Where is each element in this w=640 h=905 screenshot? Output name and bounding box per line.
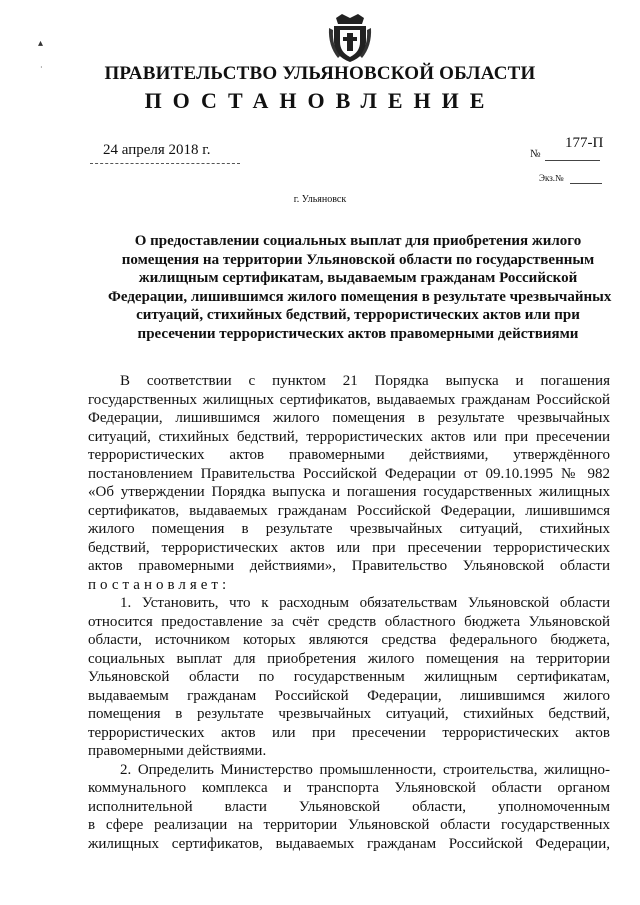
document-date: 24 апреля 2018 г.	[103, 142, 211, 158]
body-line: правомерными действиями.	[88, 743, 267, 759]
body-line: Ульяновской области по государственным жилищным сертификатам,	[88, 669, 610, 685]
body-line: бедствий, террористических актов или при пресечении террористических	[88, 539, 610, 556]
subject-line: О предоставлении социальных выплат для приобретения жилого	[134, 233, 582, 249]
document-body	[88, 372, 610, 853]
subject-line: жилищным сертификатам, выдаваемым гражданам Российской	[138, 270, 578, 286]
body-line: жилищных сертификатов, выдаваемых гражданам Российской Федерации,	[88, 835, 610, 852]
body-line: выдаваемым гражданам Российской Федерации, лишившимся жилого	[88, 687, 610, 704]
document-subject	[108, 232, 612, 343]
body-line: исполнительной власти Ульяновской области, уполномоченным	[88, 798, 610, 815]
subject-line: помещения на территории Ульяновской области по государственным	[121, 251, 595, 268]
organization-title: ПРАВИТЕЛЬСТВО УЛЬЯНОВСКОЙ ОБЛАСТИ	[104, 63, 536, 84]
body-line: 1. Установить, что к расходным обязательствам Ульяновской области	[120, 595, 610, 611]
body-line: сертификатов, выдаваемых гражданам Российской Федерации, лишившимся	[88, 502, 610, 519]
body-line: государственных жилищных сертификатов, выдаваемых гражданам Российской	[88, 391, 610, 408]
subject-line: ситуаций, стихийных бедствий, террористических актов или при	[136, 307, 580, 323]
subject-line: пресечении террористических актов правомерными действиями	[137, 325, 579, 342]
body-line: социальных выплат для приобретения жилого помещения на территории	[88, 650, 610, 667]
copy-number-underline	[570, 183, 602, 184]
body-line: относится предоставление за счёт средств областного бюджета Ульяновской	[88, 613, 610, 630]
body-line: ситуаций, стихийных бедствий, террористических актов или при пресечении	[88, 428, 610, 445]
body-line: террористических актов правомерными действиями, утверждённого	[88, 447, 610, 463]
body-line: помещения в результате чрезвычайных ситуаций, стихийных бедствий,	[88, 706, 610, 722]
number-underline	[545, 160, 600, 161]
scan-mark: ▴	[38, 38, 44, 49]
copy-number-label: Экз.№	[539, 173, 564, 183]
city-label: г. Ульяновск	[293, 194, 347, 205]
subject-line: Федерации, лишившимся жилого помещения в результате чрезвычайных	[108, 288, 612, 305]
body-line: области, источником которых являются средства федерального бюджета,	[88, 632, 610, 648]
body-line: В соответствии с пунктом 21 Порядка выпуска и погашения	[120, 373, 610, 389]
body-line: Федерации, лишившимся жилого помещения в результате чрезвычайных	[88, 410, 610, 426]
body-line: жилого помещения в результате чрезвычайных ситуаций, стихийных	[88, 521, 610, 537]
body-line: актов правомерными действиями», Правительство Ульяновской области	[88, 558, 610, 574]
body-line-resolves: постановляет:	[88, 576, 231, 593]
scan-mark-small: ·	[40, 63, 43, 72]
number-sign: №	[530, 148, 541, 160]
coat-of-arms-emblem	[328, 12, 372, 64]
body-line: 2. Определить Министерство промышленности, строительства, жилищно-	[120, 761, 610, 778]
body-line: коммунального комплекса и транспорта Ульяновской области органом	[88, 780, 610, 796]
document-number: 177-П	[565, 135, 604, 151]
body-line: «Об утверждении Порядка выпуска и погашения государственных жилищных	[88, 484, 610, 500]
body-line: постановлением Правительства Российской Федерации от 09.10.1995 № 982	[88, 465, 610, 482]
document-type-title: ПОСТАНОВЛЕНИЕ	[144, 88, 496, 113]
body-line: в сфере реализации на территории Ульяновской области государственных	[88, 817, 610, 833]
date-underline	[90, 163, 240, 164]
body-line: террористических актов или при пресечении террористических актов	[88, 724, 610, 741]
